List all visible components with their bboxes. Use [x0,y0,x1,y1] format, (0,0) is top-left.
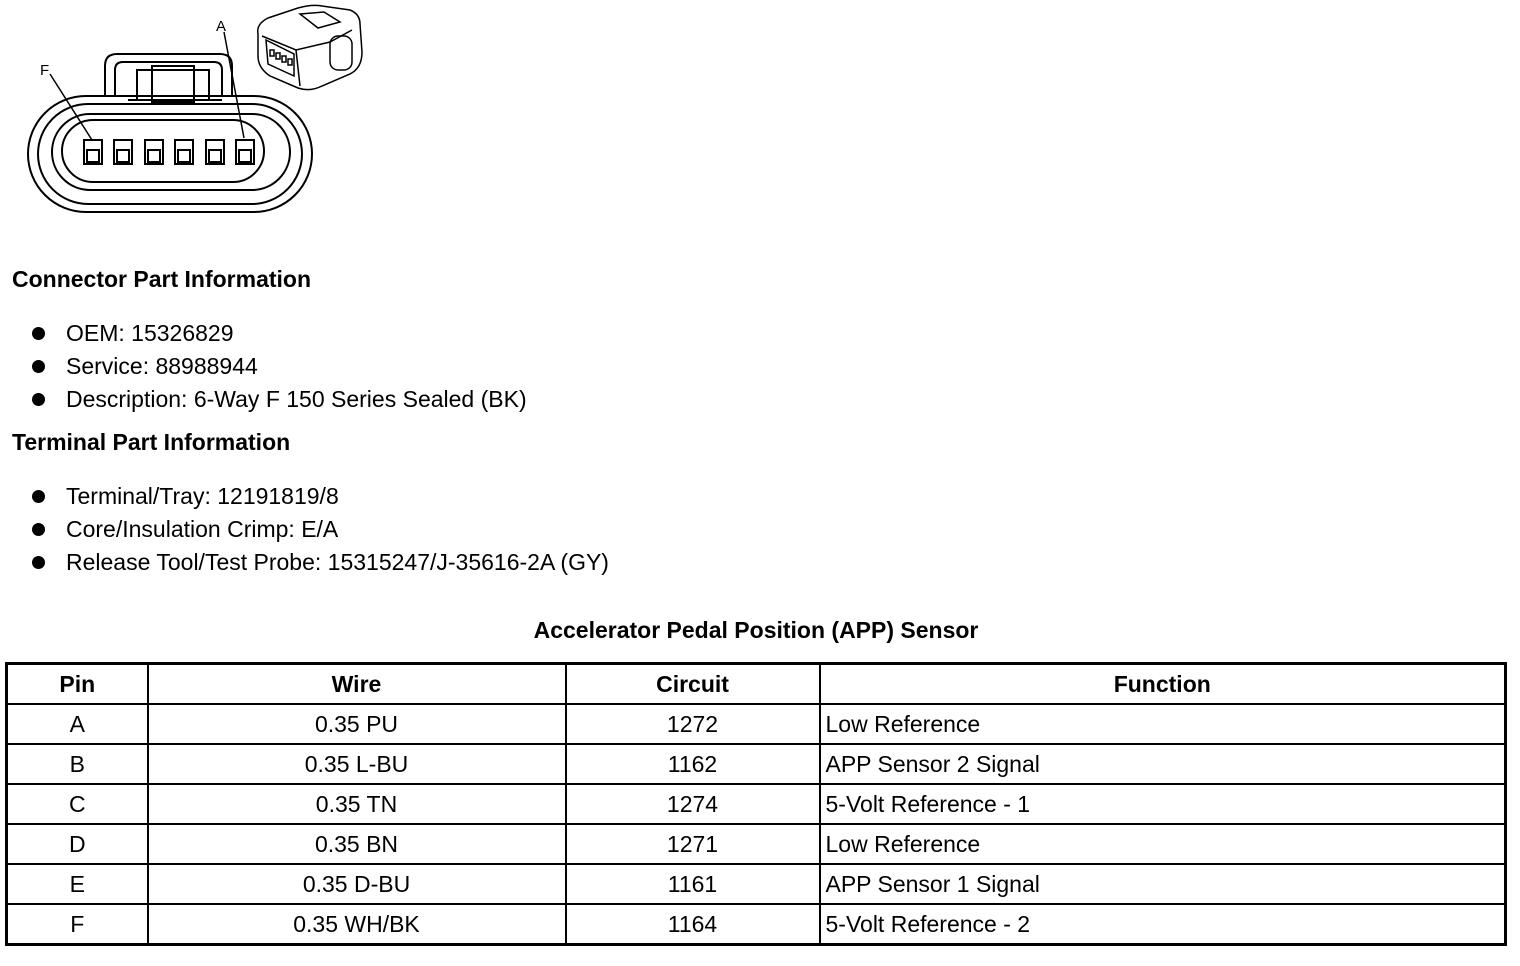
description-text: Description: 6-Way F 150 Series Sealed (BK) [66,386,527,412]
pin-cell: E [7,864,148,904]
column-header-circuit: Circuit [566,664,820,705]
terminal-cavities [84,140,254,164]
bullet-icon [32,523,45,536]
oem-text: OEM: 15326829 [66,320,234,346]
list-item [28,350,527,383]
list-item [28,317,527,350]
table-row [7,784,1506,824]
table-header-row [7,664,1506,705]
table-row [7,904,1506,945]
wire-cell: 0.35 WH/BK [148,904,566,945]
connector-perspective-icon [258,5,362,89]
circuit-cell: 1271 [566,824,820,864]
table-row [7,704,1506,744]
terminal-tray-text: Terminal/Tray: 12191819/8 [66,483,339,509]
wire-cell: 0.35 L-BU [148,744,566,784]
wire-cell: 0.35 D-BU [148,864,566,904]
wire-cell: 0.35 PU [148,704,566,744]
circuit-cell: 1274 [566,784,820,824]
pin-cell: D [7,824,148,864]
connector-info-list [28,317,527,416]
column-header-wire: Wire [148,664,566,705]
column-header-function: Function [820,664,1506,705]
list-item [28,513,609,546]
terminal-info-list [28,480,609,579]
terminal-info-heading: Terminal Part Information [12,429,291,455]
service-text: Service: 88988944 [66,353,258,379]
bullet-icon [32,556,45,569]
connector-diagram [0,0,400,230]
pin-cell: B [7,744,148,784]
list-item [28,383,527,416]
circuit-cell: 1164 [566,904,820,945]
function-cell: 5-Volt Reference - 2 [820,904,1506,945]
crimp-text: Core/Insulation Crimp: E/A [66,516,339,542]
table-row [7,744,1506,784]
pin-cell: C [7,784,148,824]
function-cell: Low Reference [820,824,1506,864]
pinout-table [5,662,1507,946]
wire-cell: 0.35 TN [148,784,566,824]
list-item [28,546,609,579]
wire-cell: 0.35 BN [148,824,566,864]
bullet-icon [32,360,45,373]
table-title: Accelerator Pedal Position (APP) Sensor [533,617,979,643]
pin-cell: A [7,704,148,744]
pin-a-label: A [216,18,227,35]
pin-f-label: F [40,62,50,79]
table-row [7,864,1506,904]
bullet-icon [32,327,45,340]
bullet-icon [32,490,45,503]
function-cell: Low Reference [820,704,1506,744]
function-cell: 5-Volt Reference - 1 [820,784,1506,824]
table-row [7,824,1506,864]
connector-info-heading: Connector Part Information [12,266,312,292]
function-cell: APP Sensor 2 Signal [820,744,1506,784]
circuit-cell: 1272 [566,704,820,744]
column-header-pin: Pin [7,664,148,705]
function-cell: APP Sensor 1 Signal [820,864,1506,904]
pin-cell: F [7,904,148,945]
circuit-cell: 1162 [566,744,820,784]
circuit-cell: 1161 [566,864,820,904]
list-item [28,480,609,513]
bullet-icon [32,393,45,406]
release-tool-text: Release Tool/Test Probe: 15315247/J-35616-2A (GY) [66,549,609,575]
